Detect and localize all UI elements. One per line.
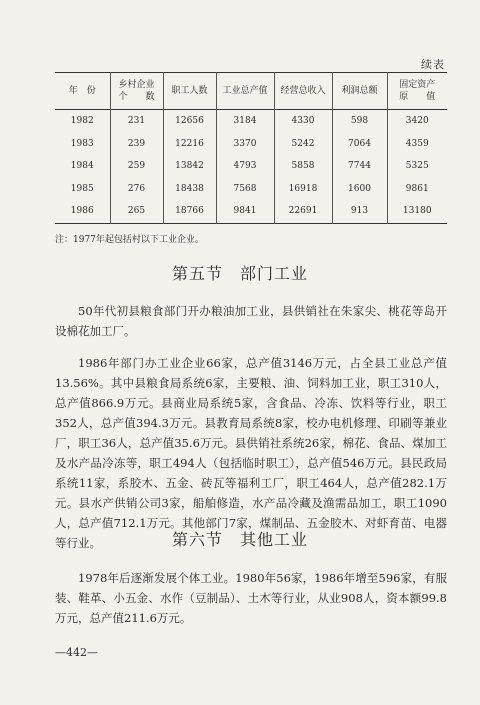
table-header-cell: 乡村企业 个 数 — [110, 73, 163, 110]
table-cell: 13842 — [163, 155, 216, 178]
table-cell: 1983 — [55, 133, 110, 156]
table-row — [55, 110, 447, 133]
paragraph: 1978年后逐渐发展个体工业。1980年56家，1986年增至596家，有服装、鞋革、小五金、水作（豆制品）、土木等行业，从业908人，资本额99.8万元，总产值211.6万元。 — [55, 571, 447, 625]
table-cell: 3370 — [216, 133, 274, 156]
table-cell: 276 — [110, 178, 163, 201]
section-title-6: 第六节 其他工业 — [171, 530, 308, 549]
table-cell: 4793 — [216, 155, 274, 178]
table-cell: 5242 — [274, 133, 332, 156]
table-header-cell: 职工人数 — [163, 73, 216, 110]
table-cell: 16918 — [274, 178, 332, 201]
table-header-cell: 年 份 — [55, 73, 110, 110]
table-cell: 4330 — [274, 110, 332, 133]
table-row — [55, 155, 447, 178]
table-cell: 3184 — [216, 110, 274, 133]
table-cell: 12216 — [163, 133, 216, 156]
statistics-table — [55, 72, 447, 224]
table-cell: 12656 — [163, 110, 216, 133]
section-title-5: 第五节 部门工业 — [171, 264, 308, 283]
table-cell: 5858 — [274, 155, 332, 178]
table-cell: 1982 — [55, 110, 110, 133]
table-cell: 265 — [110, 200, 163, 223]
paragraph: 50年代初县粮食部门开办粮油加工业，县供销社在朱家尖、桃花等岛开设棉花加工厂。 — [55, 304, 447, 338]
table-cell: 18766 — [163, 200, 216, 223]
table-cell: 18438 — [163, 178, 216, 201]
table-cell: 1984 — [55, 155, 110, 178]
table-row — [55, 133, 447, 156]
table-cell: 13180 — [387, 200, 447, 223]
table-row — [55, 178, 447, 201]
table-cell: 7568 — [216, 178, 274, 201]
table-cell: 4359 — [387, 133, 447, 156]
table-cell: 231 — [110, 110, 163, 133]
table-cell: 9861 — [387, 178, 447, 201]
paragraph: 1986年部门办工业企业66家，总产值3146万元，占全县工业总产值13.56%。其中县粮食局系统6家，主要粮、油、饲料加工业，职工310人，总产值866.9万元。县商业局系统5家，含食品、冷冻、饮料等行业，职工352人，总产值394.3万元。县教育局系统8家，校办电机修理、印刷等兼业厂，职工36人，总产值35.6万元。县供销社系统26家，棉花、食品、煤加工及水产品冷冻等，职工494人（包括临时职工），总产值546万元。县民政局系统11家，系胶木、五金、砖瓦等福利工厂，职工464人，总产值282.1万元。县水产供销公司3家，船舶修造，水产品冷藏及渔需品加工，职工1090人，总产值712.1万元。其他部门7家，煤制品、五金胶木、对虾育苗、电器等行业。 — [55, 356, 447, 550]
table-cell: 598 — [332, 110, 387, 133]
table-cell: 259 — [110, 155, 163, 178]
table-header-cell: 固定资产 原 值 — [387, 73, 447, 110]
table-header-cell: 经营总收入 — [274, 73, 332, 110]
table-cell: 239 — [110, 133, 163, 156]
table-cell: 1986 — [55, 200, 110, 223]
table-cell: 22691 — [274, 200, 332, 223]
table-cell: 1985 — [55, 178, 110, 201]
table-header-cell: 工业总产值 — [216, 73, 274, 110]
continued-label: 续表 — [421, 58, 445, 71]
table-cell: 7744 — [332, 155, 387, 178]
table-cell: 913 — [332, 200, 387, 223]
table-cell: 1600 — [332, 178, 387, 201]
table-body — [55, 110, 447, 224]
table-header-row — [55, 73, 447, 110]
table-header-cell: 利润总额 — [332, 73, 387, 110]
table-note: 注：1977年起包括村以下工业企业。 — [55, 235, 204, 245]
page-number: —442— — [55, 646, 98, 659]
table-cell: 9841 — [216, 200, 274, 223]
table-cell: 5325 — [387, 155, 447, 178]
table-cell: 3420 — [387, 110, 447, 133]
table-row — [55, 200, 447, 223]
table-cell: 7064 — [332, 133, 387, 156]
